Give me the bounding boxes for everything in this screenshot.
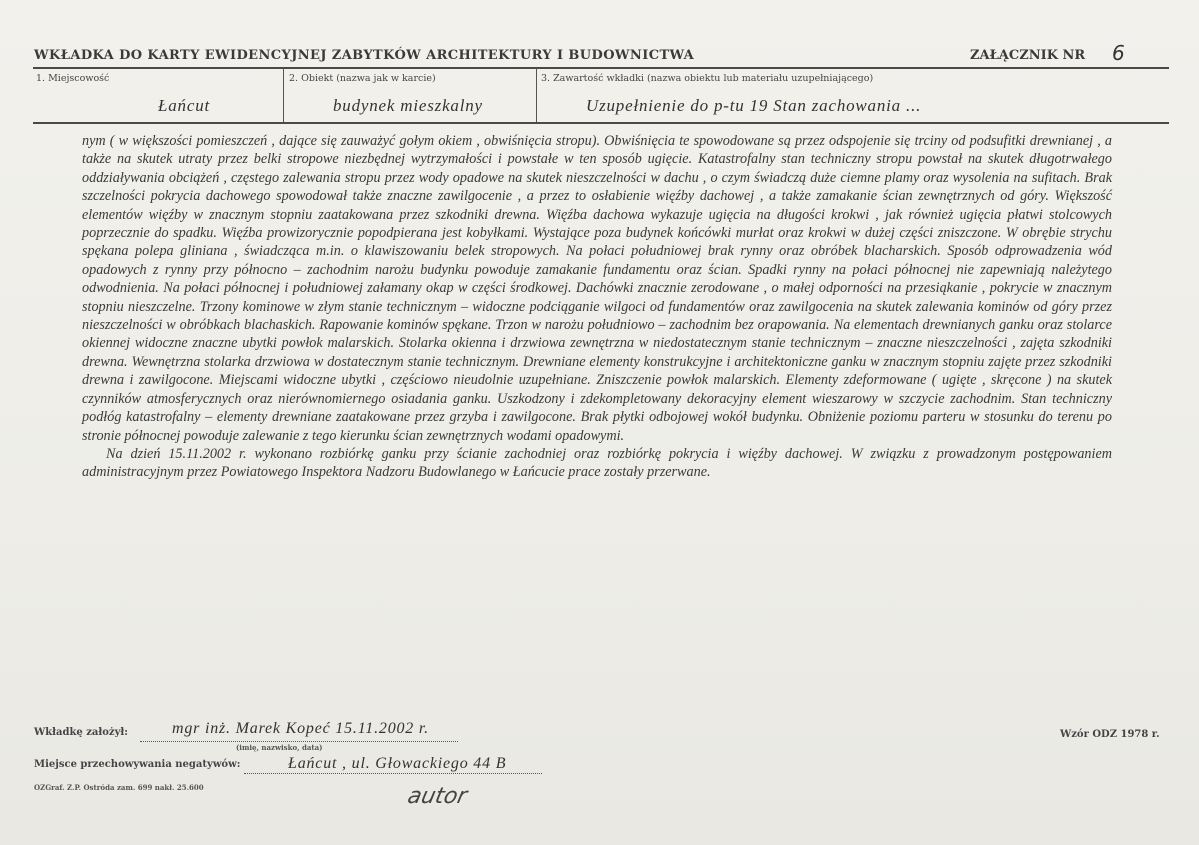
field-divider-1 — [283, 68, 284, 123]
attachment-number: 6 — [1112, 41, 1125, 65]
object-value: budynek mieszkalny — [333, 96, 483, 115]
content-value: Uzupełnienie do p-tu 19 Stan zachowania ... — [586, 96, 922, 115]
negatives-value: Łańcut , ul. Głowackiego 44 B — [288, 755, 507, 772]
body-paragraph-1: nym ( w większości pomieszczeń , dające się zauważyć gołym okiem , obwiśnięcia stropu). Obwiśnięcia te spowodowane są przez odspojenie się trciny od podsufitki drewnianej , a także na skutek utraty przez belki stropowe niezbędnej wytrzymałości i powstałe w ten sposób ugięcie. Katastrofalny stan techniczny stropu powstał na skutek długotrwałego oddziaływania obciążeń , częstego zalewania stropu przez wody opadowe na skutek nieszczelności w dachu , o czym świadczą duże ciemne plamy oraz wysolenia na sufitach. Brak szczelności pokrycia dachowego spowodował także znaczne zawilgocenie , a przez to osłabienie więźby dachowej , a także zamakanie ścian zewnętrznych od góry. Większość elementów więźby w znacznym stopniu zaatakowana przez szkodniki drewna. Więźba dachowa wykazuje ugięcia na długości krokwi , jak również ugięcia płatwi stolcowych poprzecznie do spadku. Więźba prowizorycznie popodpierana jest kobyłkami. Wystające poza budynek końcówki murłat oraz krokwi w dużej części zniszczone. W obrębie strychu spękana polepa gliniana , świadcząca m.in. o klawiszowaniu belek stropowych. Na połaci południowej brak rynny oraz obróbek blacharskich. Sposób odprowadzenia wód opadowych z rynny przy północno – zachodnim narożu budynku powoduje zamakanie fundamentu oraz ścian. Spadki rynny na połaci północnej nie zapewniają należytego odwodnienia. Na połaci północnej i południowej załamany okap w części środkowej. Dachówki znacznie zerodowane , o małej odporności na przesiąkanie , pokrycie w znacznym stopniu nieszczelne. Trzony kominowe w złym stanie technicznym – widoczne podciąganie wilgoci od fundamentów oraz zawilgocenia na skutek zalewania kominów od góry przez nieszczelności w obróbkach blachaskich. Rapowanie kominów spękane. Trzon w narożu południowo – zachodnim bez orapowania. Na elementach drewnianych ganku oraz stolarce okiennej widoczne znaczne ubytki powłok malarskich. Stolarka okienna i drzwiowa zewnętrzna w niedostatecznym stanie technicznym – znaczne nieszczelności , zajęta szkodniki drewna. Wewnętrzna stolarka drzwiowa w dostatecznym stanie technicznym. Drewniane elementy konstrukcyjne i architektoniczne ganku w znacznym stopniu zajęte przez szkodniki drewna i zawilgocone. Miejscami widoczne ubytki , częściowo nieudolnie uzupełniane. Zniszczenie powłok malarskich. Elementy zdeformowane ( ugięte , skręcone ) na skutek czynników atmosferycznych oraz nierównomiernego osiadania ganku. Uszkodzony i zdekompletowany dekoracyjny element wieszarowy w szczycie zachodnim. Stan techniczny podłóg katastrofalny – elementy drewniane zaatakowane przez grzyba i zawilgocone. Brak płytki odbojowej wokół budynku. Obniżenie poziomu parteru w stosunku do terenu po stronie północnej powoduje zalewanie z tego kierunku ścian zewnętrznych wodami opadowymi. — [82, 133, 1112, 444]
locality-value: Łańcut — [158, 96, 211, 115]
author-label: Wkładkę założył: — [34, 727, 128, 738]
author-value: mgr inż. Marek Kopeć 15.11.2002 r. — [172, 720, 429, 737]
header-rule-top — [33, 67, 1169, 69]
form-version: Wzór ODZ 1978 r. — [1060, 729, 1160, 740]
print-info: OZGraf. Z.P. Ostróda zam. 699 nakł. 25.600 — [34, 783, 204, 792]
body-paragraph-2: Na dzień 15.11.2002 r. wykonano rozbiórkę ganku przy ścianie zachodniej oraz rozbiórkę pokrycia i więźby dachowej. W związku z prowadzonym postępowaniem administracyjnym przez Powiatowego Inspektora Nadzoru Budowlanego w Łańcucie prace zostały przerwane. — [82, 445, 1112, 481]
author-dotted-line — [140, 741, 458, 742]
negatives-label: Miejsce przechowywania negatywów: — [34, 759, 241, 770]
negatives-dotted-line — [244, 773, 542, 774]
author-hint: (imię, nazwisko, data) — [236, 743, 323, 752]
handwritten-note: autor — [405, 784, 470, 809]
field-divider-2 — [536, 68, 537, 123]
object-label: 2. Obiekt (nazwa jak w karcie) — [289, 73, 436, 84]
attachment-label: ZAŁĄCZNIK NR — [970, 48, 1086, 63]
locality-label: 1. Miejscowość — [36, 73, 110, 84]
body-text — [82, 132, 1112, 482]
document-title: WKŁADKA DO KARTY EWIDENCYJNEJ ZABYTKÓW ARCHITEKTURY I BUDOWNICTWA — [34, 48, 695, 63]
content-label: 3. Zawartość wkładki (nazwa obiektu lub materiału uzupełniającego) — [541, 73, 874, 84]
header-rule-bottom — [33, 122, 1169, 124]
